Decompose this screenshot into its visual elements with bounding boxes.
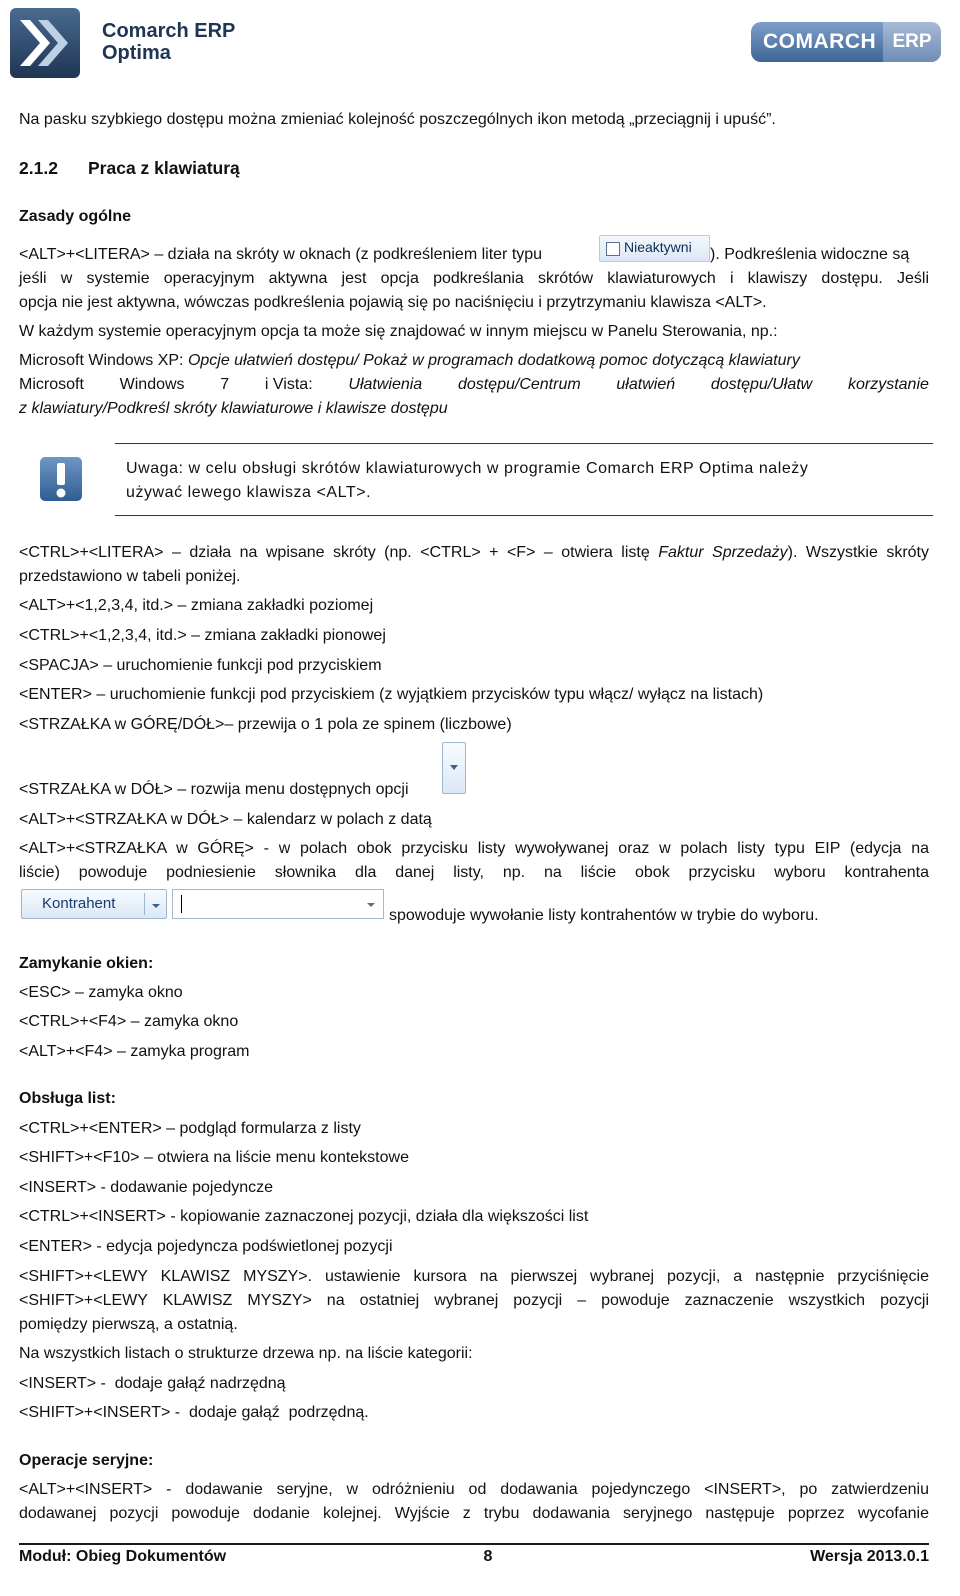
shortcut-item: <ENTER> – uruchomienie funkcji pod przyciskiem (z wyjątkiem przycisków typu włącz/ wyłącz na listach) bbox=[19, 686, 764, 703]
w7-word7: ułatwień bbox=[616, 376, 676, 393]
quick-access-paragraph: Na pasku szybkiego dostępu można zmieniać kolejność poszczególnych ikon metodą „przeciągnij i upuść”. bbox=[19, 111, 776, 128]
alt-litera-text-b: ). Podkreślenia widoczne są bbox=[710, 246, 910, 263]
closing-item: <ALT>+<F4> – zamyka program bbox=[19, 1043, 250, 1060]
brand-right-text: ERP bbox=[883, 22, 941, 62]
ctrl-text-italic: Faktur Sprzedaży bbox=[658, 544, 788, 561]
list-item: <INSERT> - dodawanie pojedyncze bbox=[19, 1179, 274, 1196]
checkbox-label: Nieaktywni bbox=[624, 239, 692, 255]
w7-word3: 7 bbox=[220, 376, 230, 393]
windows-7-line1 bbox=[19, 373, 929, 397]
text-caret bbox=[181, 895, 182, 913]
alt-litera-line2: jeśli w systemie operacyjnym aktywna jest opcja podkreślania skrótów klawiaturowych i klawiszy dostępu. Jeśli bbox=[19, 270, 929, 287]
ctrl-text-a: <CTRL>+<LITERA> – działa na wpisane skróty (np. <CTRL> + <F> – otwiera listę bbox=[19, 544, 659, 561]
windows-7-line2: z klawiatury/Podkreśl skróty klawiaturowe i klawisze dostępu bbox=[19, 400, 448, 417]
list-item: <ENTER> - edycja pojedyncza podświetlonej pozycji bbox=[19, 1238, 393, 1255]
logo-line2: Optima bbox=[102, 42, 171, 64]
list-item: <CTRL>+<INSERT> - kopiowanie zaznaczonej pozycji, działa dla większości list bbox=[19, 1208, 589, 1225]
footer-page-number: 8 bbox=[483, 1548, 493, 1565]
shortcut-item: <STRZAŁKA w GÓRĘ/DÓŁ>– przewija o 1 pola ze spinem (liczbowe) bbox=[19, 716, 512, 733]
windows-xp-line bbox=[19, 349, 800, 373]
chevron-down-icon bbox=[364, 900, 378, 910]
shift-click-line3: pomiędzy pierwszą, a ostatnią. bbox=[19, 1316, 238, 1333]
note-exclamation-icon bbox=[38, 455, 84, 503]
shift-click-line1: <SHIFT>+<LEWY KLAWISZ MYSZY>. ustawienie kursora na pierwszej wybranej pozycji, a następnie przyciśnięcie bbox=[19, 1268, 929, 1285]
windows-xp-path: Opcje ułatwień dostępu/ Pokaż w programach dodatkową pomoc dotyczącą klawiatury bbox=[187, 352, 800, 369]
tree-item: <INSERT> - dodaje gałąź nadrzędną bbox=[19, 1375, 286, 1392]
brand-left-text: COMARCH bbox=[763, 30, 877, 53]
chevron-down-icon bbox=[443, 743, 465, 793]
alt-litera-text-a: <ALT>+<LITERA> – działa na skróty w oknach (z podkreśleniem liter typu bbox=[19, 246, 543, 263]
section-title: Praca z klawiaturą bbox=[88, 158, 240, 178]
panel-paragraph: W każdym systemie operacyjnym opcja ta może się znajdować w innym miejscu w Panelu Sterowania, np.: bbox=[19, 323, 778, 340]
windows-xp-label: Microsoft Windows XP: bbox=[19, 352, 188, 369]
chevron-down-icon bbox=[149, 901, 163, 911]
list-item: <CTRL>+<ENTER> – podgląd formularza z listy bbox=[19, 1120, 361, 1137]
note-divider-top bbox=[115, 443, 933, 444]
w7-word9: korzystanie bbox=[847, 376, 929, 393]
alt-up-line2: liście) powoduje podniesienie słownika dla danej listy, np. na liście obok przycisku wyboru kontrahenta bbox=[19, 864, 929, 881]
tree-item: <SHIFT>+<INSERT> - dodaje gałąź podrzędną. bbox=[19, 1404, 369, 1421]
alt-litera-line1 bbox=[19, 243, 542, 267]
shortcut-item: <ALT>+<1,2,3,4, itd.> – zmiana zakładki poziomej bbox=[19, 597, 374, 614]
alt-down-line: <ALT>+<STRZAŁKA w DÓŁ> – kalendarz w polach z datą bbox=[19, 811, 432, 828]
shift-click-line2: <SHIFT>+<LEWY KLAWISZ MYSZY> na ostatniej wybranej pozycji – powoduje zaznaczenie wszystkich pozycji bbox=[19, 1292, 929, 1309]
optima-logo-icon bbox=[10, 8, 80, 78]
nieaktywni-checkbox[interactable] bbox=[599, 235, 710, 262]
arrow-down-line: <STRZAŁKA w DÓŁ> – rozwija menu dostępnych opcji bbox=[19, 781, 409, 798]
w7-word6: dostępu/Centrum bbox=[457, 376, 581, 393]
closing-item: <ESC> – zamyka okno bbox=[19, 984, 183, 1001]
footer-version: Wersja 2013.0.1 bbox=[810, 1548, 929, 1565]
list-item: <SHIFT>+<F10> – otwiera na liście menu kontekstowe bbox=[19, 1149, 409, 1166]
dropdown-arrow-button[interactable] bbox=[442, 742, 466, 794]
w7-word2: Windows bbox=[119, 376, 185, 393]
ctrl-litera-line2: przedstawiono w tabeli poniżej. bbox=[19, 568, 241, 585]
section-number: 2.1.2 bbox=[19, 158, 58, 178]
closing-item: <CTRL>+<F4> – zamyka okno bbox=[19, 1013, 239, 1030]
alt-litera-line3: opcja nie jest aktywna, wówczas podkreślenia pojawią się po naciśnięciu i przytrzymaniu klawisza <ALT>. bbox=[19, 294, 767, 311]
w7-word8: dostępu/Ułatw bbox=[710, 376, 813, 393]
tree-paragraph: Na wszystkich listach o strukturze drzewa np. na liście kategorii: bbox=[19, 1345, 473, 1362]
heading-zasady-ogolne: Zasady ogólne bbox=[19, 208, 132, 225]
w7-word1: Microsoft bbox=[19, 376, 84, 393]
comarch-optima-logo bbox=[10, 8, 80, 78]
heading-operacje-seryjne: Operacje seryjne: bbox=[19, 1452, 154, 1469]
footer-module: Moduł: Obieg Dokumentów bbox=[19, 1548, 227, 1565]
logo-line1: Comarch ERP bbox=[102, 20, 236, 42]
shortcut-item: <CTRL>+<1,2,3,4, itd.> – zmiana zakładki pionowej bbox=[19, 627, 386, 644]
kontrahent-button[interactable] bbox=[21, 889, 167, 919]
kontrahent-button-divider bbox=[144, 893, 145, 915]
heading-zamykanie: Zamykanie okien: bbox=[19, 955, 154, 972]
serial-line2: dodawanej pozycji powoduje dodanie kolejnej. Wyjście z trybu dodawania seryjnego następuje poprzez wycofanie bbox=[19, 1505, 929, 1522]
alt-up-line1: <ALT>+<STRZAŁKA w GÓRĘ> - w polach obok przycisku listy wywoływanej oraz w polach listy typu EIP (edycja na bbox=[19, 840, 929, 857]
w7-word4: i Vista: bbox=[264, 376, 313, 393]
footer-rule bbox=[19, 1543, 929, 1545]
ctrl-text-b: ). Wszystkie skróty bbox=[787, 544, 929, 561]
shortcut-item: <SPACJA> – uruchomienie funkcji pod przyciskiem bbox=[19, 657, 382, 674]
kontrahent-combo-input[interactable] bbox=[172, 889, 384, 919]
kontrahent-button-label: Kontrahent bbox=[42, 895, 116, 912]
heading-obsluga-list: Obsługa list: bbox=[19, 1090, 116, 1107]
note-line2: używać lewego klawisza <ALT>. bbox=[126, 484, 372, 501]
note-line1: Uwaga: w celu obsługi skrótów klawiaturowych w programie Comarch ERP Optima należy bbox=[126, 460, 809, 477]
serial-line1: <ALT>+<INSERT> - dodawanie seryjne, w odróżnieniu od dodawania pojedynczego <INSERT>, po zatwierdzeniu bbox=[19, 1481, 929, 1498]
comarch-erp-brand bbox=[751, 22, 941, 62]
w7-word5: Ułatwienia bbox=[348, 376, 423, 393]
note-divider-bottom bbox=[115, 515, 933, 516]
alt-up-line3: spowoduje wywołanie listy kontrahentów w trybie do wyboru. bbox=[389, 907, 819, 924]
ctrl-litera-line1 bbox=[19, 541, 929, 565]
checkbox-icon bbox=[606, 242, 620, 256]
